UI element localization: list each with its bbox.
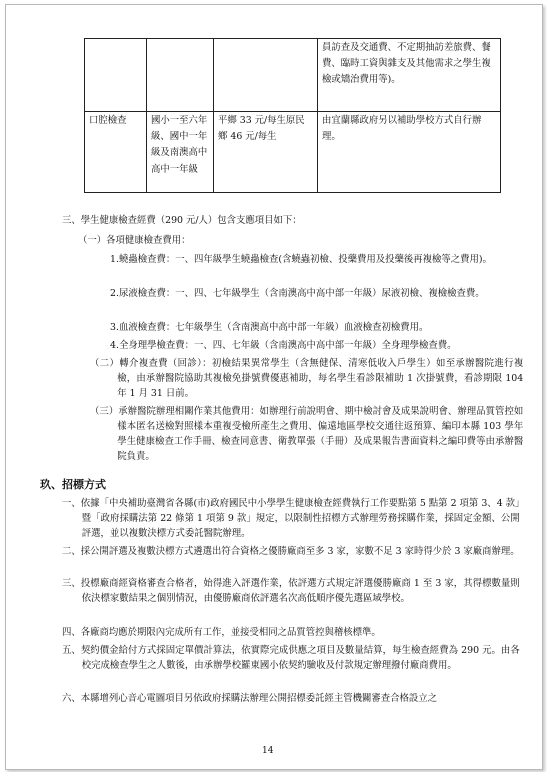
table-row [85,39,501,112]
list-item: 2.尿液檢查費：一、四、七年級學生（含南澳高中高中部一年級）尿液初檢、複檢檢查費。 [110,288,485,299]
list-item: 4.全身理學檢查費：一、四、七年級（含南澳高中高中部一年級）全身理學檢查費。 [110,340,457,351]
table-cell [147,39,214,112]
section-jiu-heading: 玖、招標方式 [40,478,106,491]
page-number: 14 [262,746,274,756]
list-item: 二、採公開評選及複數決標方式遴選出符合資格之優勝廠商至多 3 家，家數不足 3 家時得少於 3 家廠商辦理。 [62,546,520,557]
table-cell-fee: 平鄉 33 元/每生原民鄉 46 元/每生 [214,112,318,193]
list-item: 五、契約價金給付方式採固定單價計算法，依實際完成供應之項目及數量結算，每生檢查經費為 290 元。由各校完成檢查學生之人數後，由承辦學校羅東國小依契約驗收及付款規定辦理撥付廠商費用。 [62,645,520,671]
table-cell-note: 由宜蘭縣政府另以補助學校方式自行辦理。 [318,112,501,193]
list-item: 3.血液檢查費：七年級學生（含南澳高中高中部一年級）血液檢查初檢費用。 [110,322,429,333]
list-item: 一、依據「中央補助臺灣省各縣(市)政府國民中小學學生健康檢查經費執行工作要點第 5 點第 2 項第 3、4 款」暨「政府採購法第 22 條第 1 項第 9 款」規定，以限制性招標方式辦理勞務採購作業，採固定金額、公開評選，並以複數決標方式委託醫院辦理。 [62,498,520,539]
table-cell-item: 口腔檢查 [85,112,147,193]
subsection-3: （三）承辦醫院辦理相關作業其他費用：如辦理行前說明會、期中檢討會及成果說明會、辦理品質管控如樣本匿名送檢對照樣本重複受檢所產生之費用、偏遠地區學校交通往返預算、編印本縣 103 學年學生健康檢查工作手冊、檢查同意書、衛教單張（手冊）及成果報告書面資料之編印費等由承辦醫院負責。 [90,406,524,462]
subsection-1-title: （一）各項健康檢查費用： [78,235,191,246]
list-item: 1.蟯蟲檢查費：一、四年級學生蟯蟲檢查(含蟯蟲初檢、投藥費用及投藥後再複檢等之費用)。 [110,254,492,265]
subsection-2: （二）轉介複查費（回診）：初檢結果異常學生（含無健保、清寒低收入戶學生）如至承辦醫院進行複檢，由承辦醫院協助其複檢免掛號費優惠補助，每名學生看診限補助 1 次掛號費，看診期限 104 年 1 月 31 日前。 [90,358,524,399]
table-cell-target: 國小一至六年級、國中一年級及南澳高中高中一年級 [147,112,214,193]
table-cell-note: 員訪查及交通費、不定期抽訪差旅費、餐費、臨時工資與雜支及其他需求之學生複檢或矯治費用等)。 [318,39,501,112]
table-cell [214,39,318,112]
section-3-title: 三、學生健康檢查經費（290 元/人）包含支應項目如下： [62,215,302,226]
list-item: 六、本縣增列心音心電圖項目另依政府採購法辦理公開招標委託經主管機關審查合格設立之 [62,693,438,704]
fee-table [84,38,501,193]
list-item: 三、投標廠商經資格審查合格者，始得進入評選作業，依評選方式規定評選優勝廠商 1 至 3 家，其得標數量則依決標家數結果之個別情況，由優勝廠商依評選名次高低順序優先選區域學校。 [62,578,520,604]
table-cell [85,39,147,112]
list-item: 四、各廠商均應於期限內完成所有工作，並接受相同之品質管控與稽核標準。 [62,627,381,638]
table-row [85,112,501,193]
